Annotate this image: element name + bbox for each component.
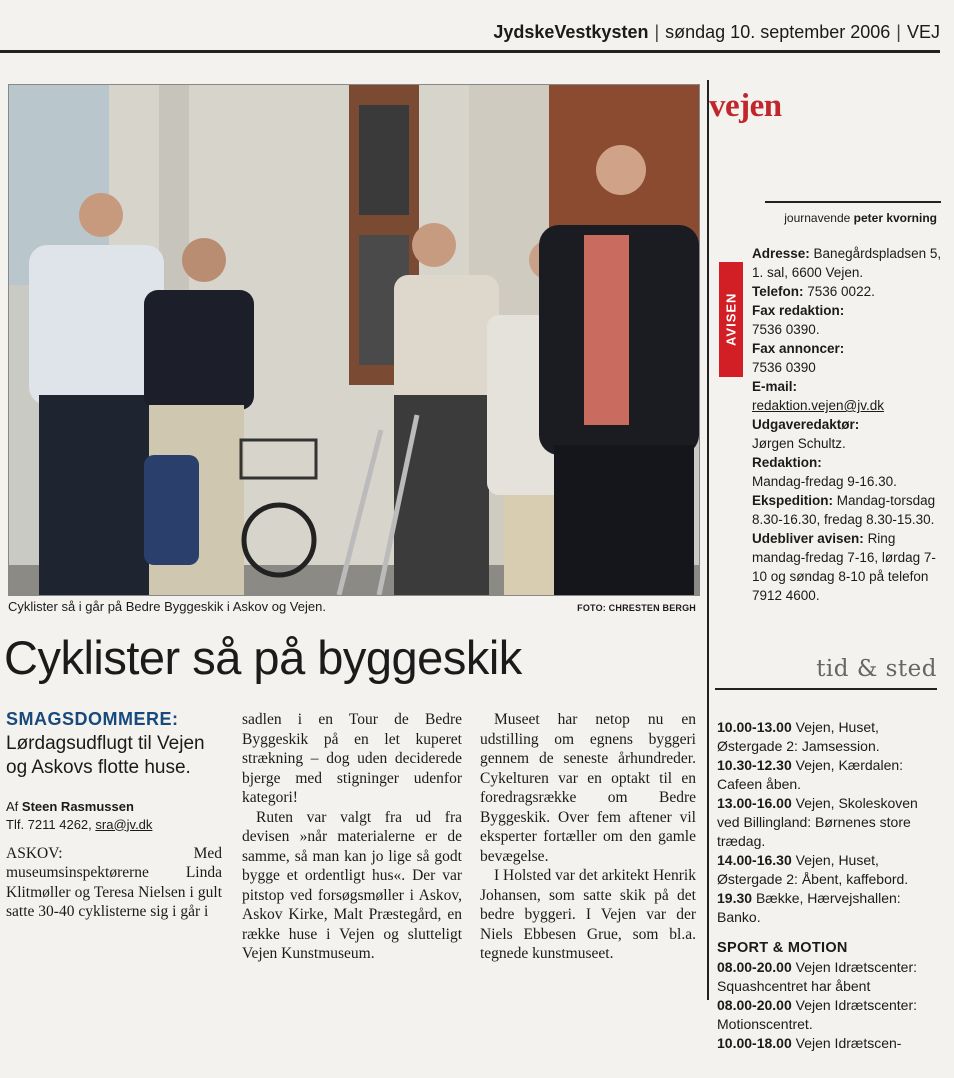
info-phone [752,282,942,301]
tid-sted-header [715,656,937,688]
event-time: 10.00-13.00 [717,719,792,735]
event-text: Vejen, Kærdalen: Cafeen åben. [717,757,904,792]
event-text: Vejen Idrætscenter: Squashcentret har åbent [717,959,918,994]
event-item [717,756,941,794]
author-email-link[interactable]: sra@jv.dk [95,816,153,832]
article-column-2 [242,710,462,964]
masthead-divider: | [896,22,901,42]
info-fax-editorial [752,301,942,339]
event-item [717,794,941,851]
contact-info [752,244,942,605]
article-headline: Cyklister så på byggeskik [4,631,522,684]
article-paragraph-3: Museet har netop nu en udstilling om egnens byggeri gennem de seneste århundreder. Cykelturen var en optakt til en foredragsrække om Bedre Byggeskik. Over fem aftener vil eksperter fortæller om den gamle bevægelse. [480,711,696,865]
photo-credit: FOTO: CHRESTEN BERGH [577,603,696,613]
info-fax-ads [752,339,942,377]
event-time: 13.00-16.00 [717,795,792,811]
info-value: Mandag-torsdag 8.30-16.30, fredag 8.30-15.30. [752,493,936,527]
event-item [717,718,941,756]
sport-item [717,996,941,1034]
event-text: Vejen Idrætscenter: Motionscentret. [717,997,918,1032]
event-time: 10.00-18.00 [717,1035,792,1051]
duty-label: journavende [784,211,851,225]
event-time: 14.00-16.30 [717,852,792,868]
author-phone: Tlf. 7211 4262, [6,816,92,832]
avisen-tab: AVISEN [719,262,743,377]
event-text: Vejen Idrætscen- [795,1035,902,1051]
info-value: Banegårdspladsen 5, 1. sal, 6600 Vejen. [752,246,942,280]
info-label: Udgaveredaktør: [752,417,860,432]
article-paragraph-1a [6,844,222,1078]
info-office-hours [752,491,942,529]
article-paragraph-2: Ruten var valgt fra ud fra devisen »når materialerne er de samme, så man kan jo lige så godt bygge et ordentligt hus«. Der var pitstop ved forsøgsmøller i Askov, Askov Kirke, Malt Præstegård, en række huse i Vejen og slutteligt Vejen Kunstmuseum. [242,808,462,962]
info-label: Fax annoncer: [752,341,845,356]
duty-editor [784,211,937,225]
event-text: Bække, Hærvejshallen: Banko. [717,890,901,925]
info-label: Adresse: [752,246,810,261]
info-value: 7536 0022. [807,284,875,299]
section-rule [765,201,941,203]
info-value: 7536 0390 [752,360,816,375]
author-name: Steen Rasmussen [21,798,134,814]
event-listing [717,718,941,1053]
event-text: Vejen, Skoleskoven ved Billingland: Børnenes store trædag. [717,795,918,849]
info-label: Telefon: [752,284,804,299]
event-text: Vejen, Huset, Østergade 2: Åbent, kaffebord. [717,852,909,887]
local-sidebar [707,80,942,1051]
info-email [752,377,942,415]
author-contact [6,816,222,834]
info-value: 7536 0390. [752,322,820,337]
sport-item [717,1034,941,1053]
article-byline [6,798,222,816]
info-value: Mandag-fredag 9-16.30. [752,474,897,489]
info-value: Ring mandag-fredag 7-16, lørdag 7-10 og søndag 8-10 på telefon 7912 4600. [752,531,936,603]
sport-item [717,958,941,996]
info-label: Udebliver avisen: [752,531,864,546]
event-time: 08.00-20.00 [717,997,792,1013]
masthead-rule [0,50,940,53]
duty-name: peter kvorning [853,211,937,225]
article-column-3 [480,710,696,964]
news-photo [8,84,700,596]
info-label: E-mail: [752,379,798,394]
info-editor [752,415,942,453]
info-value: Jørgen Schultz. [752,436,846,451]
masthead [0,22,940,50]
event-time: 08.00-20.00 [717,959,792,975]
article-deck: Lørdagsudflugt til Vejen og Askovs flotte huse. [6,732,205,778]
event-time: 10.30-12.30 [717,757,792,773]
tid-sted-title: tid & sted [816,656,937,682]
article-paragraph-1-cont: sadlen i en Tour de Bedre Byggeskik på en let kuperet strækning – dog uden deciderede bjerge med stigninger udenfor kategori! [242,711,462,806]
byline-prefix: Af [6,798,19,814]
info-label: Redaktion: [752,455,822,470]
article-paragraph-1: ASKOV: Med museumsinspektørerne Linda Klitmøller og Teresa Nielsen i gult satte 30-40 cyklisterne sig i går i [6,844,222,920]
info-label: Fax redaktion: [752,303,845,318]
issue-date: søndag 10. september 2006 [665,22,891,42]
event-item [717,889,941,927]
info-missing-paper [752,529,942,605]
masthead-divider: | [654,22,660,42]
sport-motion-heading: SPORT & MOTION [717,940,848,956]
section-logo-vejen: vejen [709,88,782,124]
editorial-email-link[interactable]: redaktion.vejen@jv.dk [752,398,885,413]
event-text: Vejen, Huset, Østergade 2: Jamsession. [717,719,880,754]
edition-code: VEJ [906,22,940,42]
event-time: 19.30 [717,890,753,906]
article-column-1 [6,710,222,1078]
info-address [752,244,942,282]
photo-caption: Cyklister så i går på Bedre Byggeskik i Askov og Vejen. [8,599,326,614]
article-paragraph-4: I Holsted var det arkitekt Henrik Johansen, som satte skik på det bedre byggeri. I Vejen var der Niels Ebbesen Grue, som bl.a. tegnede kunstmuseet. [480,867,696,962]
article-kicker: SMAGSDOMMERE: [6,709,179,729]
info-editorial-hours [752,453,942,491]
info-label: Ekspedition: [752,493,834,508]
tid-sted-rule [715,688,937,690]
event-item [717,851,941,889]
newspaper-name: JydskeVestkysten [493,22,649,42]
cyclists-photo-illustration [9,85,699,595]
